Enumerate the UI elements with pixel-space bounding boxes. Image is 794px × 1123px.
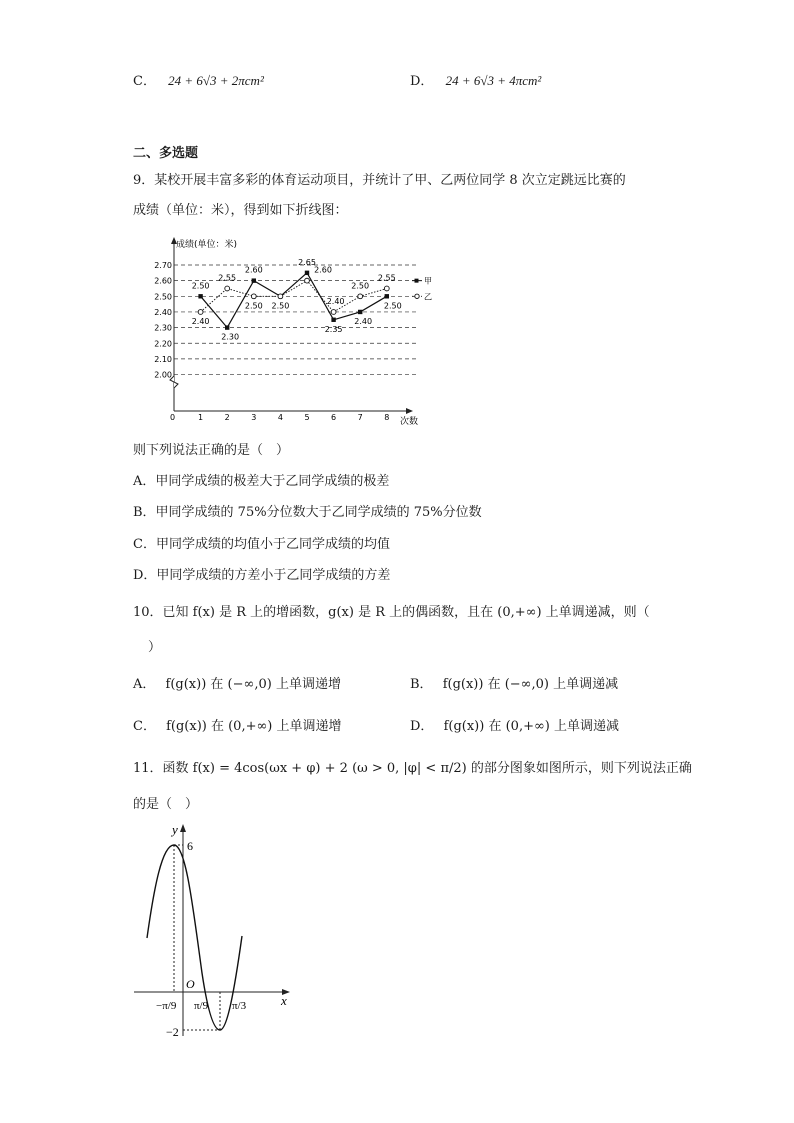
q9-line-chart [154, 236, 432, 428]
y-tick-label: 2.40 [154, 307, 172, 317]
data-label: 2.65 [298, 257, 316, 267]
q11-x-label-neg-pi-9: −π/9 [156, 1000, 177, 1012]
q10-stem-line1: 10．已知 f(x) 是 R 上的增函数，g(x) 是 R 上的偶函数，且在 (0,+∞) 上单调递减，则（ [133, 605, 650, 620]
q8-option-c-letter: C． [133, 74, 156, 89]
data-label: 2.50 [383, 301, 402, 311]
data-point [198, 294, 202, 298]
x-tick-label: 3 [251, 413, 257, 422]
q10-option-a [133, 676, 341, 694]
data-label: 2.40 [326, 296, 345, 306]
q11-stem-line2: 的是（ ） [133, 797, 199, 812]
data-point [331, 310, 336, 315]
q8-option-c-expr: 24 + 6√3 + 2πcm² [168, 73, 264, 88]
data-label: 2.40 [191, 316, 210, 326]
q11-x-label-pi-3: π/3 [232, 1000, 247, 1012]
data-point [225, 286, 230, 291]
y-tick-label: 2.70 [154, 261, 172, 270]
x-tick-label: 6 [331, 413, 337, 422]
data-point [278, 294, 283, 299]
data-label: 2.50 [244, 301, 263, 311]
data-label: 2.50 [351, 281, 370, 291]
q9-stem-line1: 9．某校开展丰富多彩的体育运动项目，并统计了甲、乙两位同学 8 次立定跳远比赛的 [133, 173, 626, 188]
data-point [251, 294, 256, 299]
x-tick-label: 8 [384, 413, 390, 422]
q9-option-a: A．甲同学成绩的极差大于乙同学成绩的极差 [133, 474, 390, 489]
q9-option-c: C．甲同学成绩的均值小于乙同学成绩的均值 [133, 537, 390, 552]
x-tick-label: 2 [224, 413, 230, 422]
q10-option-b-text: f(g(x)) 在 (−∞,0) 上单调递减 [442, 677, 619, 692]
data-point [252, 278, 256, 282]
x-origin-label: 0 [170, 413, 176, 422]
q10-option-c-text: f(g(x)) 在 (0,+∞) 上单调递增 [166, 719, 342, 734]
x-tick-label: 1 [198, 413, 204, 422]
data-point [198, 310, 203, 315]
q8-option-d-letter: D． [410, 74, 434, 89]
data-label: 2.55 [377, 273, 396, 283]
q10-option-b-letter: B． [410, 677, 433, 692]
q11-y-min-label: −2 [166, 1025, 179, 1039]
q9-question: 则下列说法正确的是（ ） [133, 443, 290, 458]
data-label: 2.40 [354, 316, 373, 326]
q10-option-c [133, 718, 342, 736]
legend-marker-乙 [415, 294, 419, 298]
q8-option-d [410, 72, 541, 91]
data-point [305, 271, 309, 275]
q9-option-d: D．甲同学成绩的方差小于乙同学成绩的方差 [133, 568, 391, 583]
q10-option-a-text: f(g(x)) 在 (−∞,0) 上单调递增 [165, 677, 341, 692]
data-point [225, 325, 229, 329]
data-point [358, 310, 362, 314]
q11-y-axis-arrow [180, 824, 186, 832]
data-point [305, 278, 310, 283]
q9-stem-line2: 成绩（单位：米），得到如下折线图： [133, 203, 348, 218]
y-tick-label: 2.10 [154, 354, 172, 364]
q10-stem-line2: ） [148, 640, 162, 655]
q10-option-d-text: f(g(x)) 在 (0,+∞) 上单调递减 [443, 719, 619, 734]
data-point [358, 294, 363, 299]
q8-option-d-expr: 24 + 6√3 + 4πcm² [445, 73, 542, 88]
q10-option-b [410, 676, 618, 694]
q11-origin-label: O [186, 977, 195, 991]
data-label: 2.50 [271, 301, 290, 311]
data-label: 2.50 [191, 281, 210, 291]
data-label: 2.60 [244, 265, 263, 275]
x-tick-label: 7 [357, 413, 363, 422]
x-tick-label: 4 [277, 413, 283, 422]
q11-y-max-label: 6 [187, 839, 193, 853]
q10-option-d [410, 718, 619, 736]
data-label: 2.55 [218, 273, 237, 283]
q11-x-axis-label: x [281, 993, 287, 1008]
x-tick-label: 5 [304, 413, 310, 422]
q11-function-graph [128, 818, 298, 1043]
data-label: 2.30 [221, 332, 240, 342]
y-tick-label: 2.00 [154, 370, 172, 380]
legend-label-甲: 甲 [424, 276, 432, 286]
section-title: 二、多选题 [133, 146, 199, 161]
y-tick-label: 2.50 [154, 292, 172, 302]
x-axis-label: 次数 [400, 417, 419, 427]
y-tick-label: 2.60 [154, 276, 172, 286]
q11-stem-line1: 11．函数 f(x) = 4cos(ωx + φ) + 2 (ω > 0, |φ| < π/2) 的部分图象如图所示，则下列说法正确 [133, 761, 692, 776]
data-label: 2.35 [324, 324, 343, 334]
y-tick-label: 2.20 [154, 339, 172, 349]
q10-option-d-letter: D． [410, 719, 434, 734]
q10-option-a-letter: A． [133, 677, 156, 692]
legend-label-乙: 乙 [424, 292, 432, 302]
q11-y-axis-label: y [172, 822, 178, 837]
x-axis-arrow [406, 408, 413, 414]
q11-x-label-pi-9: π/9 [194, 1000, 209, 1012]
y-axis-label: 成绩(单位：米) [176, 240, 238, 250]
q8-option-c [133, 72, 264, 91]
data-label: 2.60 [314, 265, 332, 275]
data-point [384, 286, 389, 291]
data-point [385, 294, 389, 298]
q10-option-c-letter: C． [133, 719, 156, 734]
legend-marker-甲 [415, 279, 419, 283]
data-point [331, 318, 335, 322]
y-tick-label: 2.30 [154, 323, 172, 333]
q9-option-b: B．甲同学成绩的 75%分位数大于乙同学成绩的 75%分位数 [133, 505, 482, 520]
